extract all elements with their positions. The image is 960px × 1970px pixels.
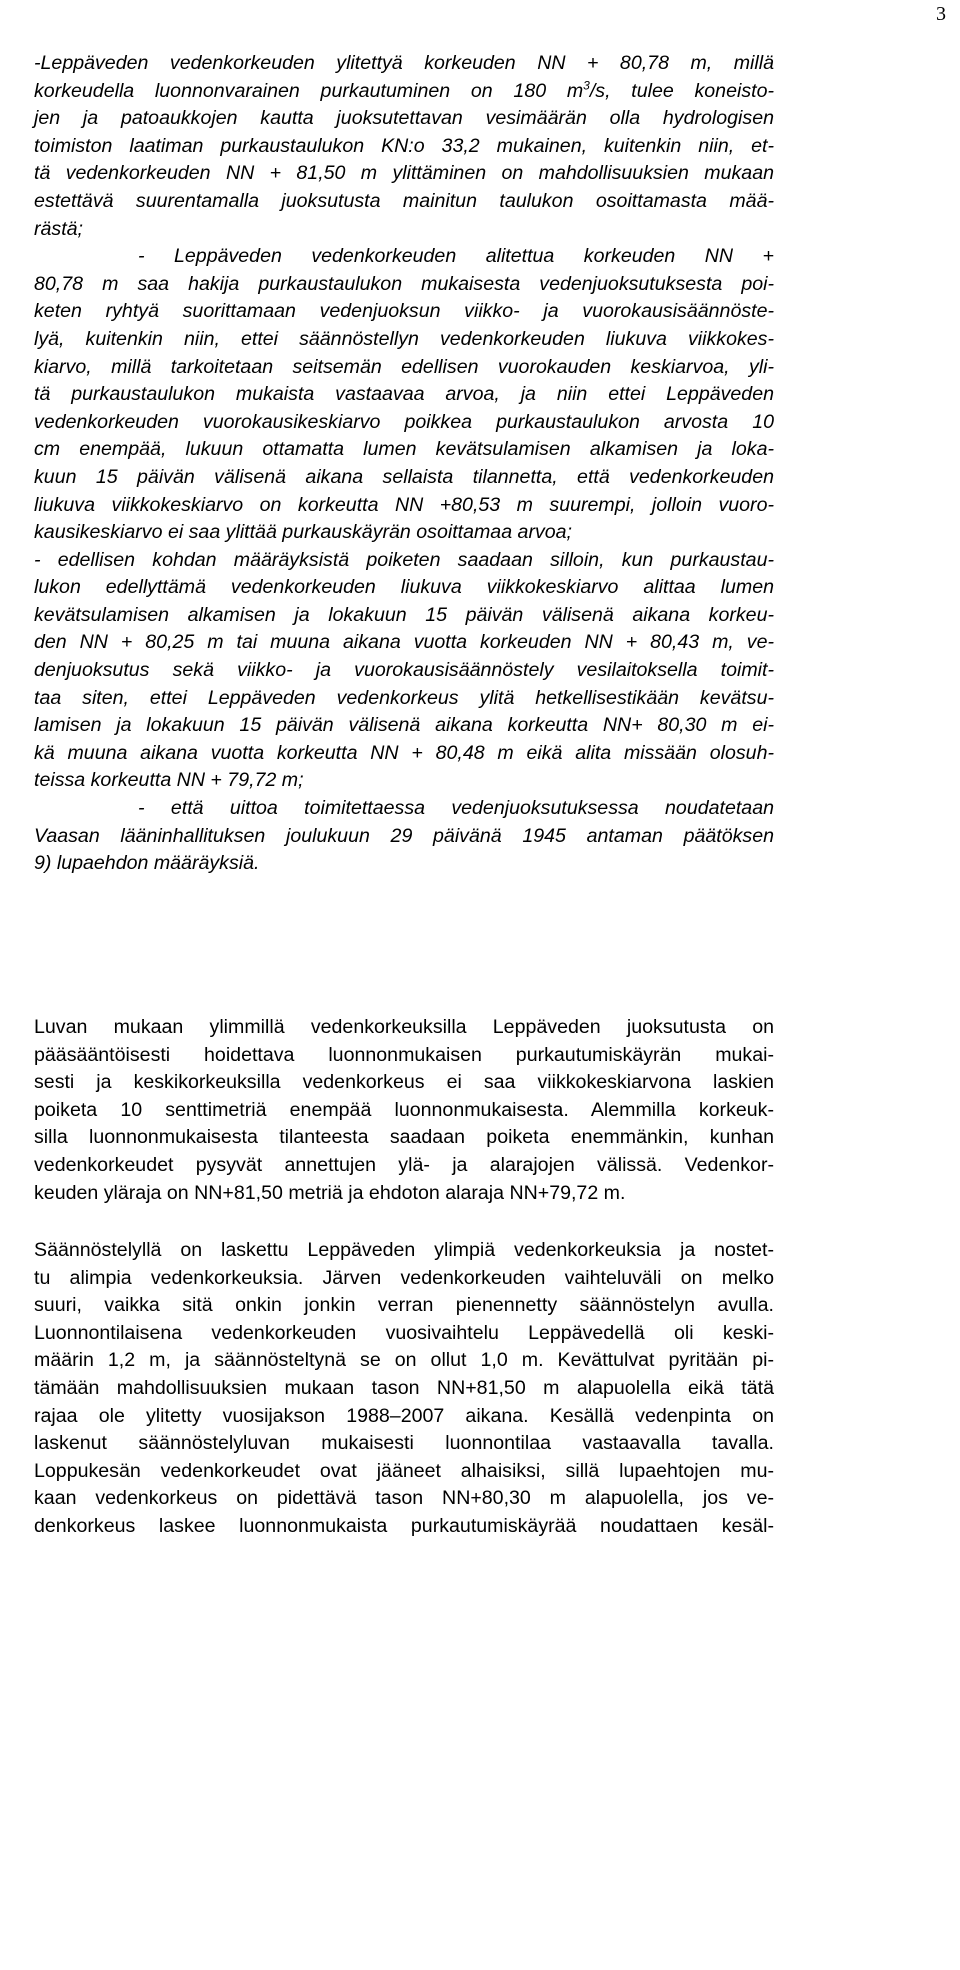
superscript: 3: [583, 78, 590, 93]
text-line: pääsääntöisesti hoidettava luonnonmukaisen purkautumiskäyrän mukai-: [34, 1043, 774, 1066]
text-line: vedenkorkeudet pysyvät annettujen ylä- ja alarajojen välissä. Vedenkor-: [34, 1153, 774, 1176]
text-line: laskenut säännöstelyluvan mukaisesti luonnontilaa vastaavalla tavalla.: [34, 1432, 774, 1455]
text-line: rajaa ole ylitetty vuosijakson 1988–2007 aikana. Kesällä vedenpinta on: [34, 1404, 774, 1427]
text-line: kaan vedenkorkeus on pidettävä tason NN+80,30 m alapuolella, jos ve-: [34, 1487, 774, 1510]
text-line: rästä;: [34, 217, 84, 240]
text-line: denkorkeus laskee luonnonmukaista purkautumiskäyrää noudattaen kesäl-: [34, 1514, 774, 1537]
text-line: toimiston laatiman purkaustaulukon KN:o 33,2 mukainen, kuitenkin niin, et-: [34, 134, 774, 157]
text-line: kevätsulamisen alkamisen ja lokakuun 15 päivän välisenä aikana korkeu-: [34, 603, 774, 626]
text-line: lukon edellyttämä vedenkorkeuden liukuva viikkokeskiarvo alittaa lumen: [34, 576, 774, 599]
text-line: kuun 15 päivän välisenä aikana sellaista tilannetta, että vedenkorkeuden: [34, 465, 774, 488]
text-line: suuri, vaikka sitä onkin jonkin verran pienennetty säännöstelyn avulla.: [34, 1294, 774, 1317]
text-line: kä muuna aikana vuotta korkeutta NN + 80,48 m eikä alita missään olosuh-: [34, 741, 774, 764]
text-line: kausikeskiarvo ei saa ylittää purkauskäyrän osoittamaa arvoa;: [34, 521, 573, 544]
text-line: denjuoksutus sekä viikko- ja vuorokausisäännöstely vesilaitoksella toimit-: [34, 659, 774, 682]
text-line: jen ja patoaukkojen kautta juoksutettavan vesimäärän olla hydrologisen: [34, 107, 774, 130]
text-line: poiketa 10 senttimetriä enempää luonnonmukaisesta. Alemmilla korkeuk-: [34, 1098, 774, 1121]
text-line: silla luonnonmukaisesta tilanteesta saadaan poiketa enemmänkin, kunhan: [34, 1126, 774, 1149]
text-line: taa siten, ettei Leppäveden vedenkorkeus ylitä hetkellisestikään kevätsu-: [34, 686, 774, 709]
text-line: teissa korkeutta NN + 79,72 m;: [34, 769, 304, 792]
text-line: keten ryhtyä suorittamaan vedenjuoksun viikko- ja vuorokausisäännöste-: [34, 300, 774, 323]
text-line: Loppukesän vedenkorkeudet ovat jääneet alhaisiksi, sillä lupaehtojen mu-: [34, 1459, 774, 1482]
text-line: - edellisen kohdan määräyksistä poiketen saadaan silloin, kun purkaustau-: [34, 548, 774, 571]
text-line: tä vedenkorkeuden NN + 81,50 m ylittäminen on mahdollisuuksien mukaan: [34, 162, 774, 185]
text-line: tämään mahdollisuuksien mukaan tason NN+81,50 m alapuolella eikä tätä: [34, 1376, 774, 1399]
italic-quoted-conditions: [34, 50, 774, 878]
text-line: lamisen ja lokakuun 15 päivän välisenä aikana korkeutta NN+ 80,30 m ei-: [34, 714, 774, 737]
text-line: tä purkaustaulukon mukaista vastaavaa arvoa, ja niin ettei Leppäveden: [34, 383, 774, 406]
text-line: 80,78 m saa hakija purkaustaulukon mukaisesta vedenjuoksutuksesta poi-: [34, 272, 774, 295]
text-line: korkeudella luonnonvarainen purkautuminen on 180 $m^3/s$, tulee koneisto-: [34, 78, 774, 102]
text-line: määrin 1,2 m, ja säännösteltynä se on ollut 1,0 m. Kevättulvat pyritään pi-: [34, 1349, 774, 1372]
text-line: Luonnontilaisena vedenkorkeuden vuosivaihtelu Leppävedellä oli keski-: [34, 1321, 774, 1344]
page-number: 3: [936, 3, 946, 25]
text-line: -Leppäveden vedenkorkeuden ylitettyä korkeuden NN + 80,78 m, millä: [34, 52, 774, 74]
text-line: estettävä suurentamalla juoksutusta mainitun taulukon osoittamasta mää-: [34, 189, 774, 212]
text-line: keuden yläraja on NN+81,50 metriä ja ehdoton alaraja NN+79,72 m.: [34, 1181, 626, 1204]
text-line: den NN + 80,25 m tai muuna aikana vuotta korkeuden NN + 80,43 m, ve-: [34, 631, 774, 654]
text-line: Vaasan lääninhallituksen joulukuun 29 päivänä 1945 antaman päätöksen: [34, 824, 774, 847]
text-line: cm enempää, lukuun ottamatta lumen kevätsulamisen alkamisen ja loka-: [34, 438, 774, 461]
text-line: liukuva viikkokeskiarvo on korkeutta NN +80,53 m suurempi, jolloin vuoro-: [34, 493, 774, 516]
paragraph-regulation-effects: [34, 1237, 774, 1541]
text-line: sesti ja keskikorkeuksilla vedenkorkeus ei saa viikkokeskiarvona laskien: [34, 1071, 774, 1094]
text-line: lyä, kuitenkin niin, ettei säännöstellyn vedenkorkeuden liukuva viikkokes-: [34, 327, 774, 350]
text-line: tu alimpia vedenkorkeuksia. Järven vedenkorkeuden vaihteluväli on melko: [34, 1266, 774, 1289]
text-line: Luvan mukaan ylimmillä vedenkorkeuksilla Leppäveden juoksutusta on: [34, 1016, 774, 1038]
text-line: vedenkorkeuden vuorokausikeskiarvo poikkea purkaustaulukon arvosta 10: [34, 410, 774, 433]
text-line: kiarvo, millä tarkoitetaan seitsemän edellisen vuorokauden keskiarvoa, yli-: [34, 355, 774, 378]
text-line: Säännöstelyllä on laskettu Leppäveden ylimpiä vedenkorkeuksia ja nostet-: [34, 1239, 774, 1261]
text-line: 9) lupaehdon määräyksiä.: [34, 852, 260, 875]
text-line: - että uittoa toimitettaessa vedenjuoksutuksessa noudatetaan: [138, 797, 774, 820]
paragraph-regulation-summary: [34, 1014, 774, 1207]
text-line: - Leppäveden vedenkorkeuden alitettua korkeuden NN +: [138, 245, 774, 268]
